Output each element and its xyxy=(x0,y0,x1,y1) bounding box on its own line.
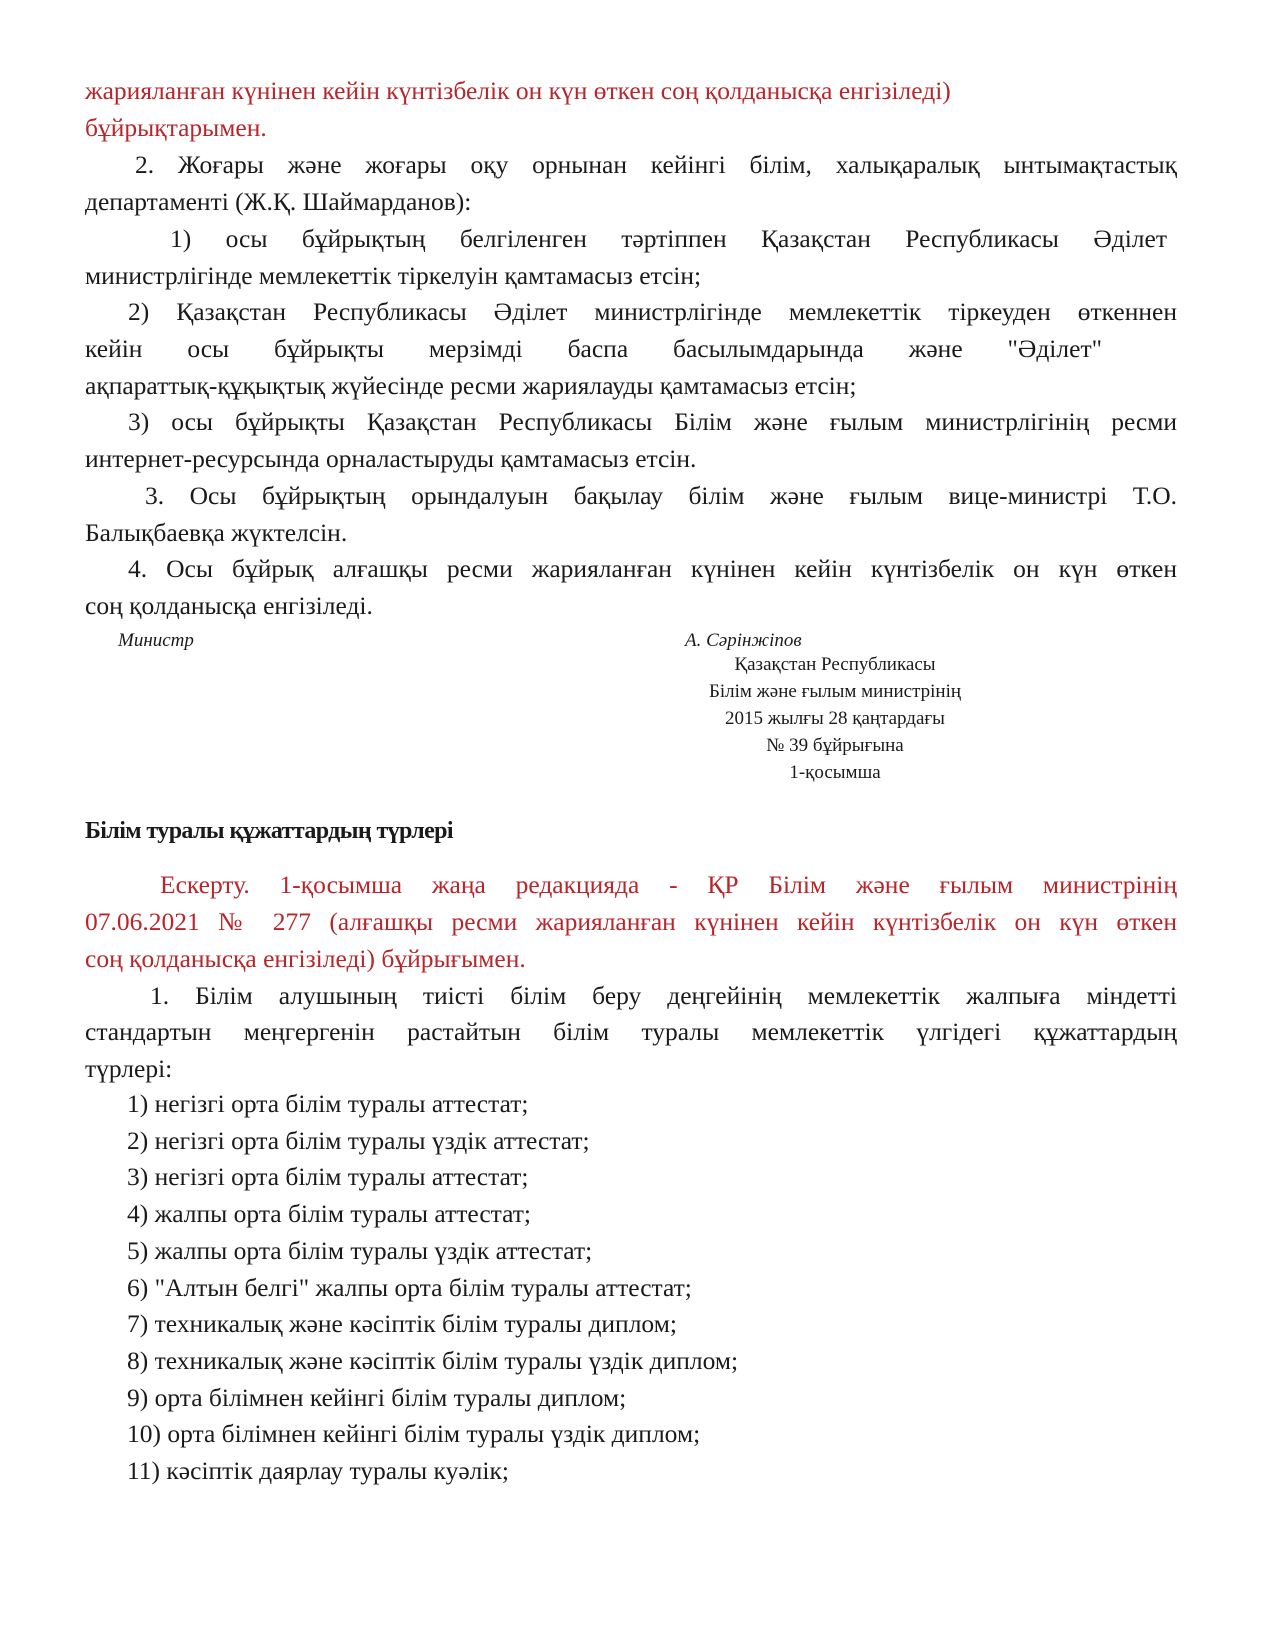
appendix-line-2: Білім және ғылым министрінің xyxy=(708,681,962,702)
sub-2-line-2: кейін осы бұйрықты мерзімді баспа басылымдарында және "Әділет" xyxy=(85,334,1102,363)
paragraph-3-line-2: Балықбаевқа жүктелсін. xyxy=(85,518,348,547)
paragraph-2-line-1: 2. Жоғары және жоғары оқу орнынан кейінгі білім, халықаралық ынтымақтастық xyxy=(135,150,1177,179)
list-item: 6) "Алтын белгі" жалпы орта білім туралы аттестат; xyxy=(127,1272,692,1302)
amendment-note-line-3: соң қолданысқа енгізіледі) бұйрығымен. xyxy=(85,944,526,973)
sub-2-line-3: ақпараттық-құқықтық жүйесінде ресми жариялауды қамтамасыз етсін; xyxy=(85,371,857,400)
list-item: 2) негізгі орта білім туралы үздік аттестат; xyxy=(127,1125,590,1155)
paragraph-1-line-2: стандартын меңгергенін растайтын білім туралы мемлекеттік үлгідегі құжаттардың xyxy=(85,1017,1177,1046)
list-item: 1) негізгі орта білім туралы аттестат; xyxy=(127,1089,529,1118)
signature-title: Министр xyxy=(118,630,194,651)
appendix-header xyxy=(700,651,970,786)
appendix-line-4: № 39 бұйрығына xyxy=(766,735,904,756)
intro-note-line-2: бұйрықтарымен. xyxy=(85,113,267,142)
appendix-line-3: 2015 жылғы 28 қаңтардағы xyxy=(725,708,945,729)
sub-1-line-2: министрлігінде мемлекеттік тіркелуін қамтамасыз етсін; xyxy=(85,261,702,290)
amendment-note-line-2: 07.06.2021 № 277 (алғашқы ресми жарияланған күнінен кейін күнтізбелік он күн өткен xyxy=(85,907,1177,936)
list-item: 8) техникалық және кәсіптік білім туралы үздік диплом; xyxy=(127,1345,739,1375)
sub-2-line-1: 2) Қазақстан Республикасы Әділет министрлігінде мемлекеттік тіркеуден өткеннен xyxy=(128,297,1177,326)
intro-note-line-1: жарияланған күнінен кейін күнтізбелік он күн өткен соң қолданысқа енгізіледі) xyxy=(85,76,951,105)
list-item: 9) орта білімнен кейінгі білім туралы диплом; xyxy=(127,1382,627,1412)
paragraph-4-line-1: 4. Осы бұйрық алғашқы ресми жарияланған күнінен кейін күнтізбелік он күн өткен xyxy=(128,554,1177,583)
section-title: Білім туралы құжаттардың түрлері xyxy=(85,818,453,844)
paragraph-1-line-1: 1. Білім алушының тиісті білім беру деңгейінің мемлекеттік жалпыға міндетті xyxy=(150,981,1177,1010)
paragraph-3-line-1: 3. Осы бұйрықтың орындалуын бақылау білім және ғылым вице-министрі Т.О. xyxy=(145,481,1177,510)
list-item: 3) негізгі орта білім туралы аттестат; xyxy=(127,1162,529,1192)
list-item: 10) орта білімнен кейінгі білім туралы үздік диплом; xyxy=(127,1419,701,1449)
sub-3-line-2: интернет-ресурсында орналастыруды қамтамасыз етсін. xyxy=(85,444,697,473)
sub-3-line-1: 3) осы бұйрықты Қазақстан Республикасы Білім және ғылым министрлігінің ресми xyxy=(128,407,1177,436)
appendix-line-5: 1-қосымша xyxy=(789,762,881,783)
appendix-line-1: Қазақстан Республикасы xyxy=(734,654,936,675)
paragraph-1-line-3: түрлері: xyxy=(85,1054,173,1083)
document-types-list xyxy=(85,1086,738,1490)
paragraph-2-line-2: департаменті (Ж.Қ. Шаймарданов): xyxy=(85,187,472,216)
list-item: 7) техникалық және кәсіптік білім туралы диплом; xyxy=(127,1309,677,1339)
list-item: 11) кәсіптік даярлау туралы куәлік; xyxy=(127,1456,509,1486)
sub-1-line-1: 1) осы бұйрықтың белгіленген тәртіппен Қазақстан Республикасы Әділет xyxy=(170,224,1167,253)
signature-name: А. Сәрінжіпов xyxy=(685,630,802,651)
amendment-note-line-1: Ескерту. 1-қосымша жаңа редакцияда - ҚР Білім және ғылым министрінің xyxy=(160,870,1177,899)
list-item: 5) жалпы орта білім туралы үздік аттестат; xyxy=(127,1235,593,1265)
paragraph-4-line-2: соң қолданысқа енгізіледі. xyxy=(85,591,373,620)
list-item: 4) жалпы орта білім туралы аттестат; xyxy=(127,1199,531,1229)
